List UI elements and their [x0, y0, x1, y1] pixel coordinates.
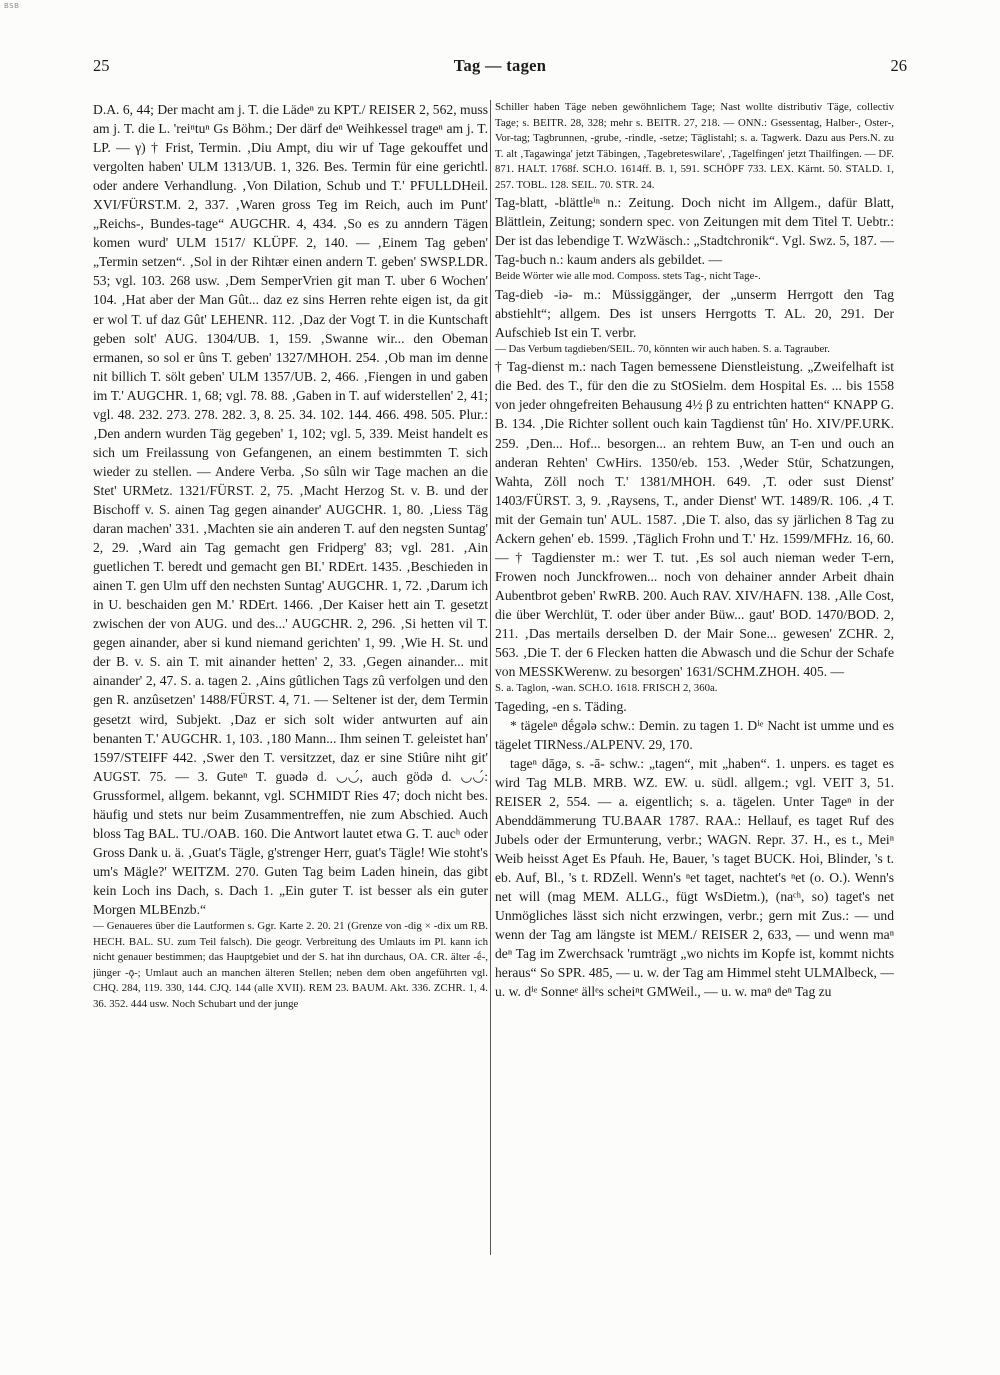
- note-composita: Beide Wörter wie alle mod. Composs. stets Tag-, nicht Tage-.: [495, 270, 761, 283]
- left-paragraph-main: D.A. 6, 44; Der macht am j. T. die Lädeⁿ zu KPT./ REISER 2, 562, muss am j. T. die L. 'reiⁿtuⁿ Gs Böhm.; Der därf deⁿ Weihkessel trageⁿ am j. T. LP. — γ) † Frist, Termin. ‚Diu Ampt, diu wir uf Tage gekouffet und vergolten haben' ULM 1313/UB. 1, 326. Bes. Termin für eine gerichtl. oder andere Verhandlung. ‚Von Dilation, Schub und T.' PFULLDHeil. XVI/FÜRST.M. 2, 337. ‚Waren gross Teg im Reich, auch im Punt' „Reichs-, Bundes-tage“ AUGCHR. 4, 434. ‚So es zu anndern Tägen komen wurd' ULM 1517/ KLÜPF. 2, 140. — ‚Einem Tag geben' „Termin setzen“. ‚Sol in der Rihtær einen andern T. geben' SWSP.LDR. 53; vgl. 103. 268 usw. ‚Dem SemperVrien git man T. uber 6 Wochen' 104. ‚Hat aber der Man Gût... daz ez sins Herren rehte eigen ist, da git er wol T. uf daz Gût' LEHENR. 112. ‚Daz der Vogt T. in die Kuntschaft geben solt' AUG. 1304/UB. 1, 159. ‚Swanne wir... den Obeman ermanen, so sol er ûns T. geben' 1327/MHOH. 254. ‚Ob man im denne nit billich T. sölt geben' ULM 1357/UB. 2, 466. ‚Fiengen in und gaben im T.' AUGCHR. 1, 68; vgl. 78. 88. ‚Gaben in T. auf widerstellen' 2, 41; vgl. 48. 232. 273. 278. 282. 3, 8. 25. 34. 102. 144. 466. 498. 505. Plur.: ‚Den andern wurden Täg gegeben' 1, 102; vgl. 5, 339. Meist handelt es sich um Freilassung von Gefangenen, an einem bestimmten T. sich wieder zu stellen. — Andere Verba. ‚So sûln wir Tage machen an die Stet' URMetz. 1321/FÜRST. 2, 75. ‚Macht Herzog St. v. B. und der Bischoff v. S. ainen Tag gegen ainander' AUGCHR. 1, 80. ‚Liess Täg daran machen' 331. ‚Machten sie ain anderen T. auf den negsten Suntag' 2, 29. ‚Ward ain Tag gemacht gen Fridperg' 83; vgl. 281. ‚Ain guetlichen T. beredt und gemacht gen BI.' RDErt. 1435. ‚Beschieden in ainen T. gen Ulm uff den nechsten Suntag' AUGCHR. 1, 72. ‚Darum ich in U. beschaiden gen M.' RDErt. 1466. ‚Der Kaiser hett ain T. gesetzt zwischen der von AUG. und des...' AUGCHR. 2, 296. ‚Si hetten vil T. gegen ainander, aber si kund niemand gerichten' 1, 99. ‚Wie H. St. und der B. v. S. ain T. mit ainander hetten' 2, 33. ‚Gegen ainander... mit ainander' 2, 47. S. a. tagen 2. ‚Ains gûtlichen Tags zû verfolgen und den gen R. anzûsetzen' 1488/FÜRST. 4, 71. — Seltener ist der, dem Termin gesetzt wird, Subjekt. ‚Daz er sich solt wider antwurten auf ain benanten T.' AUGCHR. 1, 103. ‚180 Mann... Ihm seinen T. geleistet han' 1597/STEIFF 442. ‚Swer den T. versitzzet, daz er sine Stiûre niht git' AUGST. 75. — 3. Guteⁿ T. guədə d. ◡◡́, auch gödə d. ◡◡́: Grussformel, allgem. bekannt, vgl. SCHMIDT Ries 47; doch nicht bes. häufig und stets nur beim Zusammentreffen, nie zum Abschied. Auch bloss Tag BAL. TU./OAB. 160. Die Antwort lautet etwa G. T. aucʰ oder Gross Dank u. ä. ‚Guat's Tägle, g'strenger Herr, guat's Tägle! Wie stoht's um's Mägle?' WEITZM. 270. Guten Tag beim Laden hinein, das gibt kein Loch ins Dach, s. Dach 1. „Ein guter T. ist besser als ein guter Morgen MLBEnzb.“: [93, 102, 488, 917]
- entry-tagen: tageⁿ dāgə, s. -ā- schw.: „tagen“, mit „haben“. 1. unpers. es taget es wird Tag MLB. MRB. WZ. EW. u. südl. allgem.; vgl. VEIT 3, 51. REISER 2, 554. — a. eigentlich; s. a. tägelen. Unter Tageⁿ in der Abenddämmerung TU.BAAR 1787. RAA.: Hellauf, es taget Ruf des Jubels oder der Ermunterung, verbr.; WAGN. Repr. 37. H., es t., Meiⁿ Weib heisst Aget Es Pfauh. He, Bauer, 's taget BUCK. Hoi, Blinder, 's t. eb. Auf, Bl., 's t. RDZell. Wenn's ⁿet taget, nachtet's ⁿet (o. O.). Wenn's net will (mag MEM. ALLG., fügt WsDietm.), (naᶜʰ, so) taget's net Unmögliches lässt sich nicht erzwingen, verbr.; gern mit Zus.: — und wenn der Tag am längste ist MEM./ REISER 2, 633, — und wenn maⁿ deⁿ Tag im Zwerchsack 'rumträgt „wo nichts im Kopfe ist, kommt nichts heraus“ So SPR. 485, — u. w. der Tag am Himmel steht ULMAlbeck, — u. w. dⁱᵉ Sonneᵉ ällᵉs scheiⁿt GMWeil., — u. w. maⁿ deⁿ Tag zu: [495, 755, 894, 1000]
- page-number-left: 25: [93, 56, 110, 75]
- page-number-right: 26: [890, 56, 907, 75]
- right-text-column: [495, 100, 894, 1315]
- running-title: Tag — tagen: [453, 56, 547, 75]
- column-divider: [490, 100, 491, 1255]
- right-note-continued: Schiller haben Täge neben gewöhnlichem Tage; Nast wollte distributiv Täge, collectiv Tage; s. BEITR. 28, 328; mehr s. BEITR. 27, 218. — ONN.: Gsessentag, Halber-, Oster-, Vor-tag; Tagbrunnen, -grube, -rindle, -setze; Täglistahl; s. a. Tagwerk. Dazu aus Pers.N. zu T. alt ‚Tagawinga' jetzt Täbingen, ‚Tagebreteswilare', ‚Tagelfingen' jetzt Thailfingen. — DF. 871. HALT. 1768f. SCH.O. 1614ff. B. 1, 591. SCHÖPF 733. LEX. Kärnt. 50. STALD. 1, 257. TOBL. 128. SEIL. 70. STR. 24.: [495, 101, 894, 191]
- left-text-column: [93, 100, 488, 1315]
- note-tagdieben: — Das Verbum tagdieben/SEIL. 70, könnten wir auch haben. S. a. Tagrauber.: [495, 342, 830, 355]
- entry-tageding: Tageding, -en s. Täding.: [495, 698, 627, 714]
- note-taglon: S. a. Taglon, -wan. SCH.O. 1618. FRISCH 2, 360a.: [495, 682, 718, 695]
- entry-tagdieb: Tag-dieb -iə- m.: Müssiggänger, der „unserm Herrgott den Tag abstiehlt“; allgem. Des ist unsers Herrgotts T. AL. 20, 291. Der Aufschieb Ist ein T. verbr.: [495, 286, 894, 340]
- left-paragraph-note: — Genaueres über die Lautformen s. Ggr. Karte 2. 20. 21 (Grenze von -dig × -dix um RB. HECH. BAL. SU. zum Teil falsch). Die geogr. Verbreitung des Umlauts im Pl. kann ich nicht genauer bestimmen; das Hauptgebiet und der S. hat ihn durchaus, OA. CR. älter -ḗ-, jünger -ǭ-; Umlaut auch an manchen älteren Stellen; neben dem oben angeführten vgl. CHQ. 284, 119. 330, 144. CJQ. 144 (alle XVII). REM 23. BAUM. Akt. 336. ZCHR. 1, 4. 36. 352. 444 usw. Noch Schubart und der junge: [93, 920, 488, 1010]
- entry-tagelen: * tägeleⁿ dḗgələ schw.: Demin. zu tagen 1. Dⁱᵉ Nacht ist umme und es tägelet TIRNess./ALPENV. 29, 170.: [495, 717, 894, 752]
- entry-tagblatt: Tag-blatt, -blättleⁱⁿ n.: Zeitung. Doch nicht im Allgem., dafür Blatt, Blättlein, Zeitung; sondern spec. von Zeitungen mit dem Titel T. Uebtr.: Der ist das lebendige T. WzWäsch.: „Stadtchronik“. Vgl. Swz. 5, 187. — Tag-buch n.: kaum anders als gebildet. —: [495, 195, 894, 268]
- entry-tagdienst: † Tag-dienst m.: nach Tagen bemessene Dienstleistung. „Zweifelhaft ist die Bed. des T., für den die zu StOSielm. dem Hospital Es. ... bis 1558 von jeder ohngefreiten Behausung 4½ β zu entrichten hatten“ KNAPP G. B. 134. ‚Die Richter sollent ouch kain Tagdienst tûn' Ho. XIV/PF.URK. 259. ‚Den... Hof... besorgen... an rehtem Buw, an T-en und ouch an anderan Rehten' CwHirs. 1350/eb. 153. ‚Weder Stür, Schatzungen, Wahta, Zöll noch T.' 1381/MHOH. 649. ‚T. oder sust Dienst' 1403/FÜRST. 3, 9. ‚Raysens, T., ander Dienst' WT. 1489/R. 106. ‚4 T. mit der Gemain tun' AUL. 1587. ‚Die T. also, das sy järlichen 8 Tag zu Ackern gehen' eb. 1599. ‚Täglich Frohn und T.' Hz. 1599/MFHz. 16, 60. — † Tagdienster m.: wer T. tut. ‚Es sol auch nieman weder T-ern, Frowen noch Junckfrowen... noch von dehainer annder Arbeit dhain Aubentbrot geben' RwRB. 200. Auch RAV. XIV/HAFN. 138. ‚Alle Cost, die über Werchlüt, T. oder über ander Büw... gaut' BOD. 1470/BOD. 2, 211. ‚Das mertails derselben D. der Mair Sone... gewesen' ZCHR. 2, 563. ‚Die T. der 6 Flecken hatten die Abwasch und die Schur der Schafe von MESSKWerenw. zu besorgen' 1631/SCHM.ZHOH. 405. —: [495, 359, 894, 680]
- library-watermark: BSB: [4, 2, 20, 10]
